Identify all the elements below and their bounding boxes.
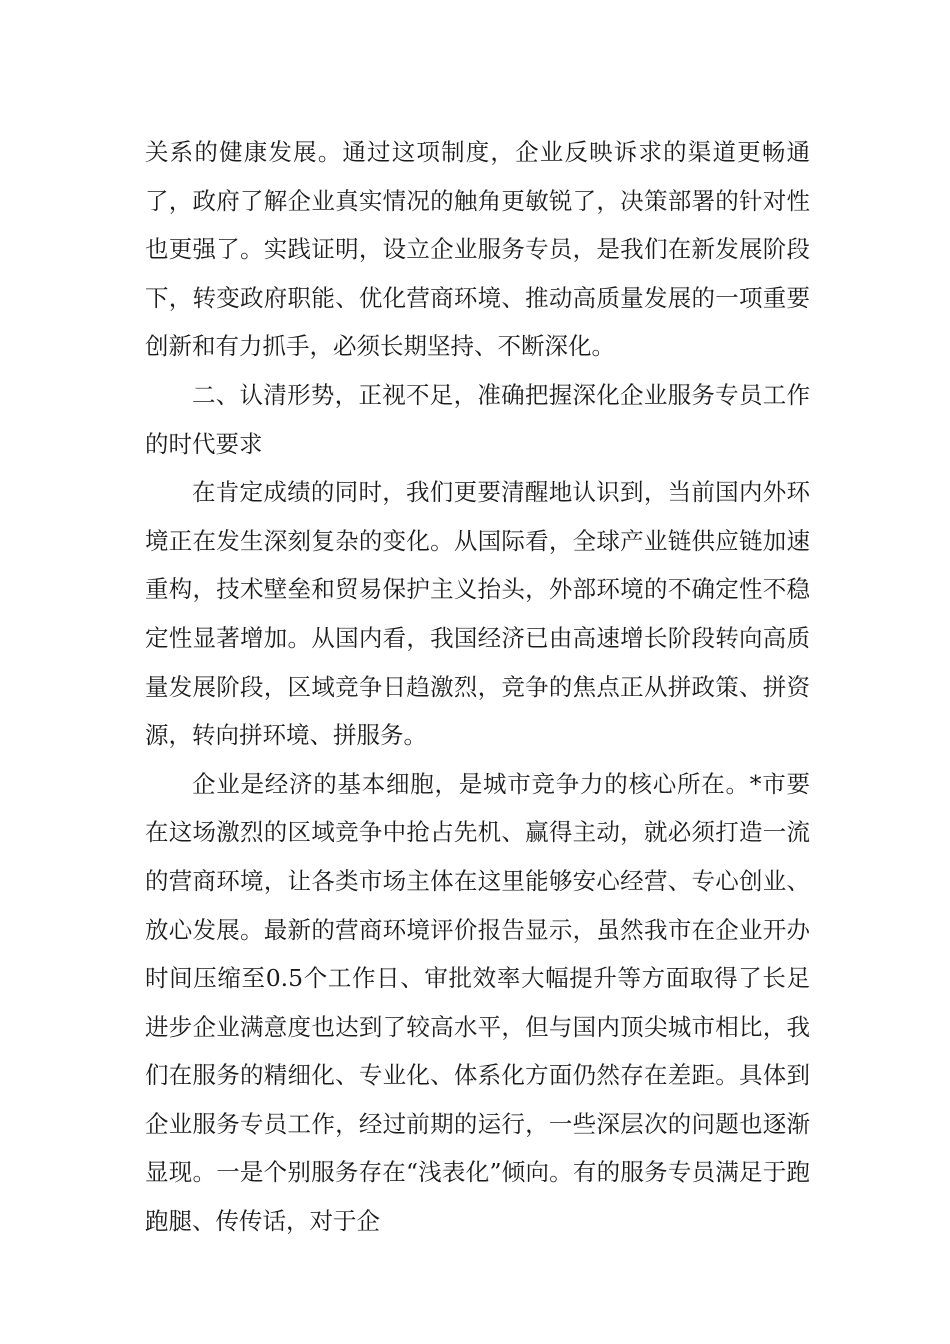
document-page: [145, 128, 810, 1246]
paragraph-conclusion: 关系的健康发展。通过这项制度，企业反映诉求的渠道更畅通了，政府了解企业真实情况的触角更敏锐了，决策部署的针对性也更强了。实践证明，设立企业服务专员，是我们在新发展阶段下，转变政府职能、优化营商环境、推动高质量发展的一项重要创新和有力抓手，必须长期坚持、不断深化。: [145, 138, 810, 361]
section-heading-two: 二、认清形势，正视不足，准确把握深化企业服务专员工作的时代要求: [145, 380, 810, 458]
paragraph-situation: 在肯定成绩的同时，我们更要清醒地认识到，当前国内外环境正在发生深刻复杂的变化。从国际看，全球产业链供应链加速重构，技术壁垒和贸易保护主义抬头，外部环境的不确定性不稳定性显著增加。从国内看，我国经济已由高速增长阶段转向高质量发展阶段，区域竞争日趋激烈，竞争的焦点正从拼政策、拼资源，转向拼环境、拼服务。: [145, 478, 810, 750]
paragraph-enterprise: 企业是经济的基本细胞，是城市竞争力的核心所在。*市要在这场激烈的区域竞争中抢占先机、赢得主动，就必须打造一流的营商环境，让各类市场主体在这里能够安心经营、专心创业、放心发展。最新的营商环境评价报告显示，虽然我市在企业开办时间压缩至0.5个工作日、审批效率大幅提升等方面取得了长足进步企业满意度也达到了较高水平，但与国内顶尖城市相比，我们在服务的精细化、专业化、体系化方面仍然存在差距。具体到企业服务专员工作，经过前期的运行，一些深层次的问题也逐渐显现。一是个别服务存在“浅表化”倾向。有的服务专员满足于跑跑腿、传传话，对于企: [145, 769, 810, 1236]
